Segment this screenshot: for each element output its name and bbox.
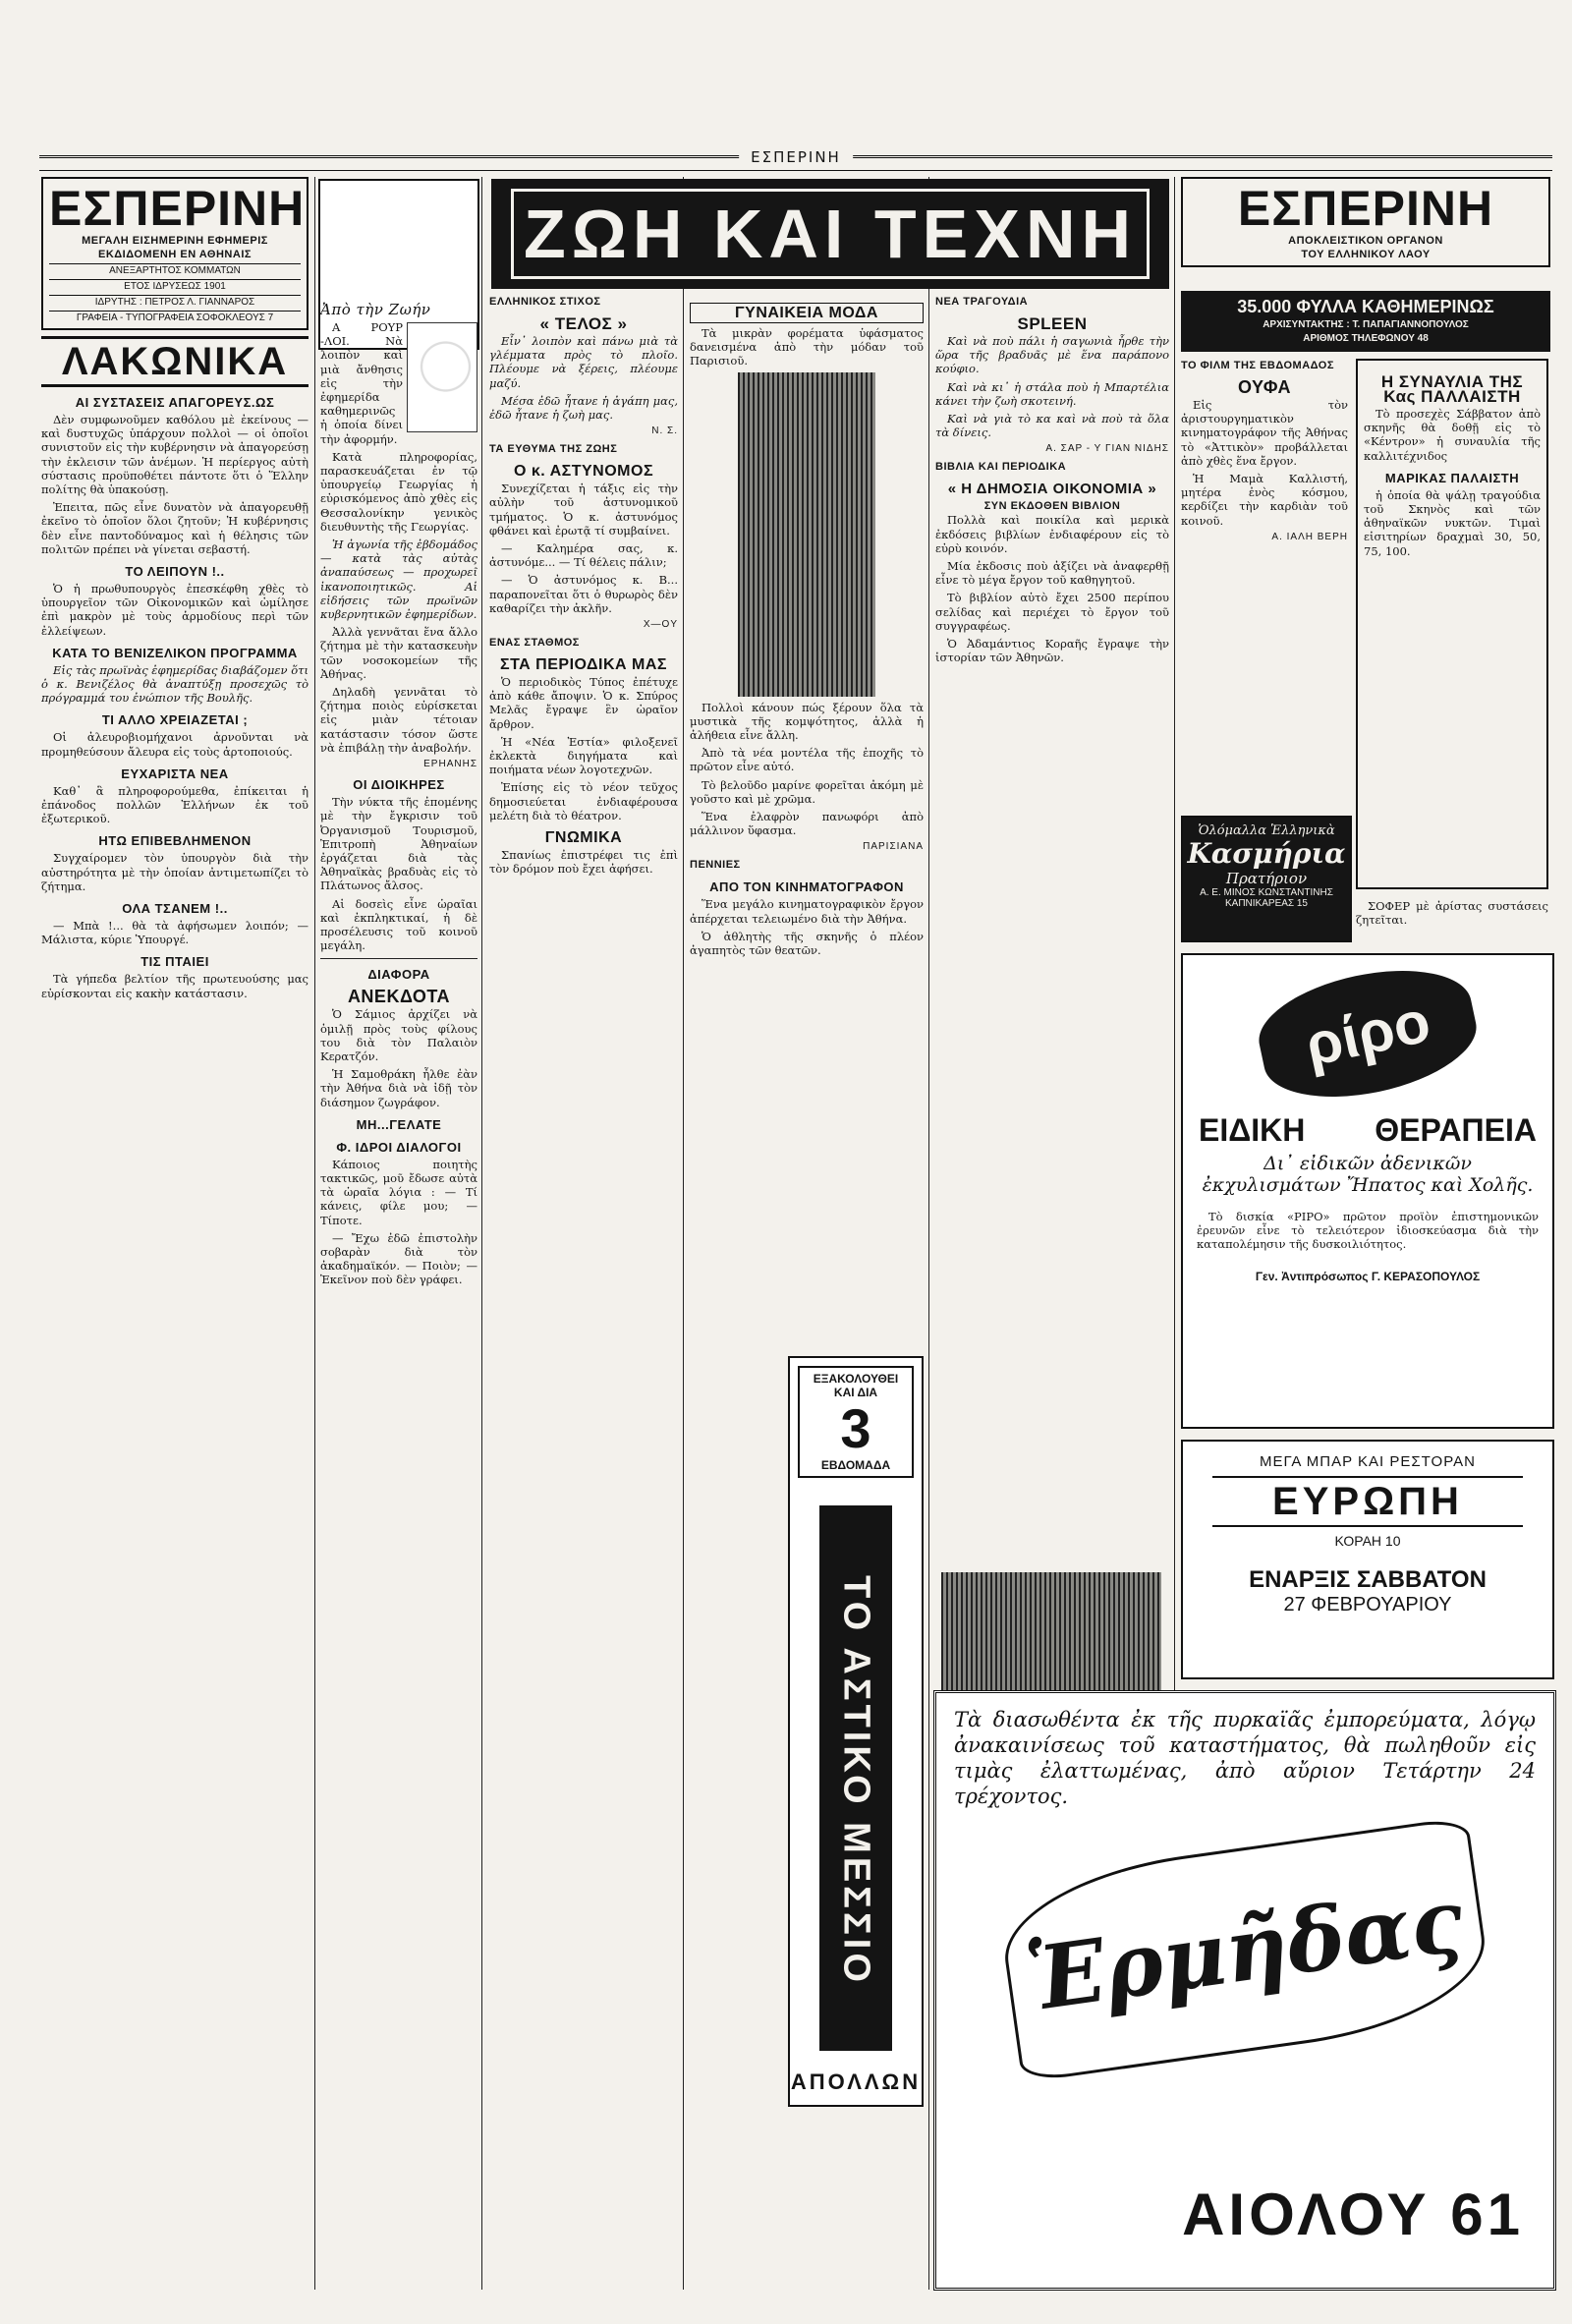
- article-kicker: ΠΕΝΝΙΕΣ: [690, 859, 741, 872]
- masthead-title: ΕΣΠΕΡΙΝΗ: [49, 181, 306, 236]
- poem-text: Εἶν᾽ λοιπὸν καὶ πάνω μιὰ τὰ γλέμματα πρὸς τὸ πλοῖο. Πλέουμε νὰ ξέρεις, πλέουμε μαζύ.: [489, 334, 678, 390]
- article-text: Αἱ δοσεὶς εἶνε ὡραῖαι καὶ ἐκπληκτικαί, ἡ δὲ προσέλευσις τοῦ κοινοῦ μεγάλη.: [320, 896, 477, 953]
- article-signature: Ν. Σ.: [651, 425, 678, 437]
- masthead-founded: ΕΤΟΣ ΙΔΡΥΣΕΩΣ 1901: [49, 279, 301, 293]
- ad-text: Πρατήριον: [1225, 870, 1308, 887]
- ermidas-logo: Ἑρμῆδας: [994, 1816, 1495, 2083]
- ad-text: Ὁλόμαλλα Ἑλληνικὰ: [1198, 823, 1335, 838]
- article-text: Σπανίως ἐπιστρέφει τις ἐπὶ τὸν δρόμον ποὺ ἔχει ἀφήσει.: [489, 848, 678, 877]
- article-kicker: ΝΕΑ ΤΡΑΓΟΥΔΙΑ: [935, 296, 1029, 308]
- article-text: Ὁ ἀθλητὴς τῆς σκηνῆς ὁ πλέον ἀγαπητὸς τῶν θεατῶν.: [690, 929, 924, 958]
- article-text: Ἕνα ἐλαφρὸν πανωφόρι ἀπὸ μάλλινον ὕφασμα.: [690, 810, 924, 838]
- article-text: Ἡ Μαμὰ Καλλιστή, μητέρα ἐνὸς κόσμου, κερδίζει τὴν καρδιὰν τοῦ κοινοῦ.: [1181, 472, 1348, 528]
- article-text: Δὲν συμφωνοῦμεν καθόλου μὲ ἐκείνους — καὶ δυστυχῶς ὑπάρχουν πολλοὶ — οἱ ὁποῖοι συνιστοῦν εἰς τὴν κυβέρνησιν νὰ ἀπαγορεύσῃ τὴν ἐκλεισιν τῶν ἀνέμων. Ἡ περίεργος αὐτὴ σύστασις προϋποθέτει πάντοτε ὅτι ὁ Ἕλλην πολίτης θὰ ὑπακούσῃ.: [41, 413, 309, 497]
- article-heading: ΕΥΧΑΡΙΣΤΑ ΝΕΑ: [121, 765, 229, 781]
- masthead-info: ΑΝΕΞΑΡΤΗΤΟΣ ΚΟΜΜΑΤΩΝ: [49, 263, 301, 277]
- poem-text: Καὶ νὰ ποὺ πάλι ἡ σαγωνιὰ ἦρθε τὴν ὥρα τῆς βραδυᾶς μὲ ἕνα παράπονο κούφιο.: [935, 334, 1169, 376]
- left-masthead: [41, 177, 309, 330]
- article-text: Τὸ βελοῦδο μαρίνε φορεῖται ἀκόμη μὲ γοῦστο καὶ μὲ χρῶμα.: [690, 777, 924, 806]
- piro-logo: ρίρο: [1250, 953, 1486, 1113]
- circulation-box: [1181, 291, 1550, 352]
- ad-address: ΚΑΠΝΙΚΑΡΕΑΣ 15: [1225, 898, 1308, 909]
- article-text: Α ΡΟΥΡ -ΛΟΙ. Νὰ λοιπὸν καὶ μιὰ ἄνθησις εἰς τὴν ἐφημερίδα καθημερινῶς ἡ ὁποία δίνει τὴν ἀφορμήν.: [320, 320, 403, 446]
- ad-agent: Γεν. Ἀντιπρόσωπος Γ. ΚΕΡΑΣΟΠΟΥΛΟΣ: [1255, 1269, 1481, 1283]
- ermidas-store-ad: [933, 1690, 1556, 2291]
- ad-owner: Α. Ε. ΜΙΝΟΣ ΚΩΝΣΤΑΝΤΙΝΗΣ: [1200, 887, 1333, 898]
- ad-brand: ΕΥΡΩΠΗ: [1212, 1476, 1523, 1527]
- column-lakonika: [41, 177, 309, 2290]
- ad-label: ΚΑΙ ΔΙΑ: [833, 1386, 878, 1399]
- article-text: Τὰ γήπεδα βελτίον τῆς πρωτευούσης μας εὑρίσκονται εἰς κακὴν κατάστασιν.: [41, 972, 309, 1000]
- masthead-title: ΕΣΠΕΡΙΝΗ: [1237, 181, 1494, 236]
- article-heading: ΟΛΑ ΤΣΑΝΕΜ !..: [122, 901, 228, 917]
- article-text: Τὸ προσεχὲς Σάββατον ἀπὸ σκηνῆς θὰ δοθῇ εἰς τὸ «Κέντρον» ἡ συναυλία τῆς καλλιτέχνιδος: [1364, 407, 1541, 463]
- column-rule: [683, 177, 684, 2290]
- article-text: Εἰς τὸν ἀριστουργηματικὸν κινηματογράφον τῆς Ἀθήνας τὸ «Ἀττικὸν» προβάλλεται ἀπὸ χθὲς ἕνα ἔργον.: [1181, 398, 1348, 468]
- ad-heading: ΘΕΡΑΠΕΙΑ: [1375, 1112, 1537, 1148]
- article-text: Οἱ ἀλευροβιομήχανοι ἀρνοῦνται νὰ προμηθεύσουν ἄλευρα εἰς τοὺς ἀρτοποιούς.: [41, 730, 309, 759]
- article-heading: ΗΤΩ ΕΠΙΒΕΒΛΗΜΕΝΟΝ: [98, 833, 252, 849]
- article-text: Μία ἐκδοσις ποὺ ἀξίζει νὰ ἀναφερθῇ εἶνε τὸ μέγα ἔργον τοῦ καθηγητοῦ.: [935, 559, 1169, 588]
- article-signature: X—OY: [643, 619, 678, 631]
- article-kicker: ΒΙΒΛΙΑ ΚΑΙ ΠΕΡΙΟΔΙΚΑ: [935, 461, 1067, 474]
- running-head: [39, 148, 1552, 171]
- article-text: Συγχαίρομεν τὸν ὑπουργὸν διὰ τὴν αὐστηρότητα μὲ τὴν ὁποίαν ἀντιμετωπίζει τὸ ζήτημα.: [41, 851, 309, 893]
- phone-text: ΑΡΙΘΜΟΣ ΤΗΛΕΦΩΝΟΥ 48: [1303, 333, 1429, 344]
- ad-opening: ΕΝΑΡΞΙΣ ΣΑΒΒΑΤΟΝ: [1249, 1566, 1487, 1593]
- poem-text: Καὶ νὰ κι᾽ ἡ στάλα ποὺ ἡ Μπαρτέλια κάνει τὴν ζωὴ σκοτεινή.: [935, 379, 1169, 408]
- column-rule: [314, 177, 315, 2290]
- masthead-offices: ΓΡΑΦΕΙΑ - ΤΥΠΟΓΡΑΦΕΙΑ ΣΟΦΟΚΛΕΟΥΣ 7: [49, 311, 301, 324]
- column-telos: [489, 295, 678, 2290]
- masthead-line: ΤΟΥ ΕΛΛΗΝΙΚΟΥ ΛΑΟΥ: [1301, 249, 1431, 260]
- europi-restaurant-ad: [1181, 1440, 1554, 1679]
- ad-text: ΜΕΓΑ ΜΠΑΡ ΚΑΙ ΡΕΣΤΟΡΑΝ: [1260, 1453, 1476, 1470]
- ad-description: Δι᾽ εἰδικῶν ἀδενικῶν ἐκχυλισμάτων Ἤπατος καὶ Χολῆς.: [1202, 1153, 1534, 1196]
- article-heading: Η ΣΥΝΑΥΛΙΑ ΤΗΣ Κας ΠΑΛΛΑΙΣΤΗ: [1380, 372, 1524, 406]
- column-apo-tin-zoin: [320, 295, 477, 2290]
- article-text: Ἐπειτα, πῶς εἶνε δυνατὸν νὰ ἀπαγορευθῇ ἐκεῖνο τὸ ὁποῖον ὅλοι ζητοῦν; Ἡ κυβέρνησις δὲν εἶνε παντοδύναμος καὶ ἡ θέλησις τῶν πολιτῶν πρέπει νὰ γίνεται σεβαστή.: [41, 500, 309, 556]
- masthead-subtitle: ΜΕΓΑΛΗ ΕΙΣΗΜΕΡΙΝΗ ΕΦΗΜΕΡΙΣ: [82, 235, 268, 247]
- article-text: Τὸ βιβλίον αὐτὸ ἔχει 2500 περίπου σελίδας καὶ περιέχει τὸ ἔργον τοῦ συγγραφέως.: [935, 591, 1169, 633]
- divider: [320, 958, 477, 959]
- ad-body: Τὸ δισκία «ΡΙΡΟ» πρῶτον προϊὸν ἐπιστημονικῶν ἐρευνῶν εἶνε τὸ τελειότερον ἰδιοσκεύασμα διὰ τὴν καταπολέμησιν τῆς δυσκοιλιότητος.: [1197, 1210, 1539, 1252]
- article-text: Ὁ περιοδικὸς Τύπος ἐπέτυχε ἀπὸ κάθε ἄποψιν. Ὁ κ. Σπύρος Μελᾶς ἔγραψε ἓν ὡραῖον ἄρθρον.: [489, 675, 678, 731]
- article-heading: ΤΙΣ ΠΤΑΙΕΙ: [140, 954, 209, 970]
- ad-label: ΕΞΑΚΟΛΟΥΘΕΙ: [813, 1372, 899, 1386]
- article-heading: ΟΙ ΔΙΟΙΚΗΡΕΣ: [353, 777, 445, 793]
- article-text: Ἡ Σαμοθράκη ἦλθε ἐὰν τὴν Ἀθήνα διὰ νὰ ἰδῇ τὸν διάσημον ζωγράφον.: [320, 1067, 477, 1109]
- column-rule: [481, 177, 482, 2290]
- article-heading: SPLEEN: [1017, 314, 1088, 333]
- cinema-apollon-ad: [788, 1356, 924, 2107]
- article-text: Ὁ Ἀδαμάντιος Κοραῆς ἔγραψε τὴν ἱστορίαν τῶν Ἀθηνῶν.: [935, 637, 1169, 665]
- article-text: Πολλοὶ κάνουν πώς ξέρουν ὅλα τὰ μυστικὰ τῆς κομψότητος, ἀλλὰ ἡ ἀλήθεια εἶνε ἄλλη.: [690, 700, 924, 743]
- article-heading: ΑΙ ΣΥΣΤΑΣΕΙΣ ΑΠΑΓΟΡΕΥΣ.ΩΣ: [75, 395, 275, 410]
- article-text: Τὴν νύκτα τῆς ἐπομένης μὲ τὴν ἔγκρισιν τοῦ Ὀργανισμοῦ Τουρισμοῦ, Ἐπιτροπὴ Ἀθηναίων ἐργάζεται διὰ τὰς Ἀθηναϊκὰς βραδυὰς εἰς τὸ Πλάτωνος ἄλσος.: [320, 795, 477, 893]
- kasmiria-ad: [1181, 816, 1352, 942]
- article-kicker: ΔΙΑΦΟΡΑ: [367, 967, 430, 983]
- poem-text: Μέσα ἐδῶ ἦτανε ἡ ἀγάπη μας, ἐδῶ ἦτανε ἡ ζωὴ μας.: [489, 393, 678, 423]
- ad-black-panel: [819, 1505, 892, 2051]
- editor-text: ΑΡΧΙΣΥΝΤΑΚΤΗΣ : Τ. ΠΑΠΑΓΙΑΝΝΟΠΟΥΛΟΣ: [1263, 319, 1469, 330]
- article-text: Ἕνα μεγάλο κινηματογραφικὸν ἔργον ἀπέρχεται τελειωμένο διὰ τὴν Ἀθήνα.: [690, 897, 924, 926]
- article-text: — Ὁ ἀστυνόμος κ. Β... παραπονεῖται ὅτι ὁ θυρωρὸς δὲν καθαρίζει τὴν ἀκλῆν.: [489, 573, 678, 615]
- banner-title: ΖΩΗ ΚΑΙ ΤΕΧΝΗ: [511, 189, 1150, 279]
- column-spleen: [935, 295, 1169, 1720]
- article-text: Ἡ ἀγωνία τῆς ἐβδομάδος — κατὰ τὰς αὐτὰς ἀναπαύσεως — προχωρεῖ ἱκανοποιητικῶς. Αἱ εἰδήσεις τῶν πρωϊνῶν κυβερνητικῶν ἐφημερίδων.: [320, 538, 477, 622]
- right-masthead: [1181, 177, 1550, 285]
- article-heading: Φ. ΙΔΡΟΙ ΔΙΑΛΟΓΟΙ: [336, 1139, 462, 1155]
- article-heading: ΓΥΝΑΙΚΕΙΑ ΜΟΔΑ: [690, 303, 924, 323]
- column-moda: [690, 295, 924, 1346]
- masthead-box: [1181, 177, 1550, 267]
- article-signature: ΠΑΡΙΣΙΑΝΑ: [863, 841, 924, 853]
- ad-announcement: Τὰ διασωθέντα ἐκ τῆς πυρκαϊᾶς ἐμπορεύματα, λόγῳ ἀνακαινίσεως τοῦ καταστήματος, θὰ πωληθοῦν εἰς τιμὰς ἐλαττωμένας, ἀπὸ αὔριον Τετάρτην 24 τρέχοντος.: [954, 1708, 1536, 1808]
- article-signature: ΕΡΗΑΝΗΣ: [423, 759, 477, 770]
- ad-label: ΕΒΔΟΜΑΔΑ: [820, 1458, 891, 1472]
- ad-cinema-name: ΑΠΟΛΛΩΝ: [790, 2069, 922, 2094]
- classified-text: ΣΟΦΕΡ μὲ ἀρίστας συστάσεις ζητεῖται.: [1356, 899, 1548, 928]
- article-text: ἡ ὁποία θὰ ψάλῃ τραγούδια τοῦ Σκηνὸς καὶ τῶν ἀθηναϊκῶν νυκτῶν. Τιμαὶ εἰσιτηρίων δραχμαὶ 30, 50, 75, 100.: [1364, 487, 1541, 558]
- poem-text: Καὶ νὰ γιὰ τὸ κα καὶ νὰ ποὺ τὰ ὅλα τὰ δίνεις.: [935, 412, 1169, 440]
- article-text: Ἡ «Νέα Ἑστία» φιλοξενεῖ ἐκλεκτὰ διηγήματα καὶ ποιήματα νέων λογοτεχνῶν.: [489, 734, 678, 777]
- article-signature: Α. ΙΑΛΗ ΒΕΡΗ: [1271, 531, 1348, 542]
- ad-brand: Κασμήρια: [1187, 837, 1346, 870]
- article-text: Τὰ μικρὰν φορέματα ὑφάσματος δανεισμένα ἀπὸ τὴν μόδαν τοῦ Παρισιοῦ.: [690, 326, 924, 368]
- article-text: Κατὰ πληροφορίας, παρασκευάζεται ἐν τῷ ὑπουργείῳ Γεωργίας ἡ εὐρισκόμενος ἀπὸ χθὲς εἰς Θεσσαλονίκην γενικὸς διευθυντὴς τῆς Γεωργίας.: [320, 449, 477, 534]
- ad-film-title: ΤΟ ΑΣΤΙΚΟ ΜΕΣΣΙΟ: [835, 1575, 877, 1986]
- article-text: Καθ᾽ ἃ πληροφορούμεθα, ἐπίκειται ἡ ἐπάνοδος πολλῶν Ἑλλήνων ἐκ τοῦ ἐξωτερικοῦ.: [41, 783, 309, 826]
- article-text: Εἰς τὰς πρωϊνὰς ἐφημερίδας διαβάζομεν ὅτι ὁ κ. Βενιζέλος θὰ ἀναπτύξῃ προσεχῶς τὸ πρόγραμμά του ἐνώπιον τῆς Βουλῆς.: [41, 662, 309, 706]
- running-head-title: ΕΣΠΕΡΙΝΗ: [739, 148, 853, 166]
- section-heading: ΛΑΚΩΝΙΚΑ: [41, 336, 309, 387]
- article-text: Ἀλλὰ γεννᾶται ἕνα ἄλλο ζήτημα μὲ τὴν κατασκευὴν τῶν νοσοκομείων τῆς Ἀθήνας.: [320, 625, 477, 681]
- masthead-line: ΕΚΔΙΔΟΜΕΝΗ ΕΝ ΑΘΗΝΑΙΣ: [98, 249, 252, 260]
- article-subheading: ΣΥΝ ΕΚΔΟΘΕΝ ΒΙΒΛΙΟΝ: [983, 500, 1121, 513]
- ad-week-number: 3: [840, 1397, 871, 1459]
- article-kicker: ΤΑ ΕΥΘΥΜΑ ΤΗΣ ΖΩΗΣ: [489, 443, 618, 456]
- article-heading: ΟΥΦΑ: [1237, 377, 1292, 397]
- article-heading: Ἀπὸ τὴν Ζωήν: [320, 301, 431, 318]
- article-text: Συνεχίζεται ἡ τάξις εἰς τὴν αὐλὴν τοῦ ἀστυνομικοῦ τμήματος. Ὁ κ. ἀστυνόμος φθάνει καὶ ἐρωτᾷ τί συμβαίνει.: [489, 482, 678, 538]
- piro-ad: [1181, 953, 1554, 1429]
- article-heading: ΤΟ ΛΕΙΠΟΥΝ !..: [125, 564, 225, 580]
- circulation-text: 35.000 ΦΥΛΛΑ ΚΑΘΗΜΕΡΙΝΩΣ: [1237, 297, 1494, 316]
- article-heading: ΑΝΕΚΔΟΤΑ: [347, 987, 451, 1007]
- article-heading: ΣΤΑ ΠΕΡΙΟΔΙΚΑ ΜΑΣ: [499, 656, 668, 674]
- article-heading: « ΤΕΛΟΣ »: [539, 314, 628, 333]
- article-text: Ἀπὸ τὰ νέα μοντέλα τῆς ἐποχῆς τὸ πρῶτον εἶνε αὐτό.: [690, 746, 924, 774]
- ad-week-box: [798, 1366, 914, 1478]
- article-kicker: ΕΝΑΣ ΣΤΑΘΜΟΣ: [489, 637, 580, 650]
- article-heading: ΤΙ ΑΛΛΟ ΧΡΕΙΑΖΕΤΑΙ ;: [101, 712, 249, 728]
- masthead-subtitle: ΑΠΟΚΛΕΙΣΤΙΚΟΝ ΟΡΓΑΝΟΝ: [1288, 235, 1443, 247]
- ad-date: 27 ΦΕΒΡΟΥΑΡΙΟΥ: [1283, 1594, 1452, 1615]
- zoi-kai-texni-banner: [491, 179, 1169, 289]
- article-text: Ἐπίσης εἰς τὸ νέον τεῦχος δημοσιεύεται ἐνδιαφέρουσα μελέτη διὰ τὸ θέατρον.: [489, 780, 678, 822]
- article-text: Πολλὰ καὶ ποικίλα καὶ μερικὰ ἐκδόσεις βιβλίων ἐνδιαφέρουν εἰς τὸ εὐρὺ κοινόν.: [935, 513, 1169, 555]
- artist-name: ΜΑΡΙΚΑΣ ΠΑΛΑΙΣΤΗ: [1384, 470, 1520, 485]
- masthead-director: ΙΔΡΥΤΗΣ : ΠΕΤΡΟΣ Λ. ΓΙΑΝΝΑΡΟΣ: [49, 295, 301, 309]
- ad-address: ΚΟΡΑΗ 10: [1334, 1533, 1401, 1549]
- article-kicker: ΜΗ...ΓΕΛΑΤΕ: [356, 1116, 442, 1132]
- ad-heading: ΕΙΔΙΚΗ: [1199, 1112, 1306, 1148]
- concert-notice: [1356, 359, 1548, 889]
- column-rule: [928, 177, 929, 2290]
- article-heading: « Η ΔΗΜΟΣΙΑ ΟΙΚΟΝΟΜΙΑ »: [947, 481, 1157, 498]
- fashion-illustration: [738, 372, 875, 697]
- article-text: Κάποιος ποιητὴς τακτικῶς, μοῦ ἔδωσε αὐτὰ τὰ ὡραῖα λόγια : — Τί κάνεις, φίλε μου; — Τίποτε.: [320, 1157, 477, 1227]
- ad-address: ΑΙΟΛΟΥ 61: [1182, 2182, 1524, 2247]
- article-heading: ΚΑΤΑ ΤΟ ΒΕΝΙΖΕΛΙΚΟΝ ΠΡΟΓΡΑΜΜΑ: [52, 645, 298, 660]
- article-heading: ΓΝΩΜΙΚΑ: [544, 829, 623, 847]
- article-text: — Ἔχω ἐδῶ ἐπιστολὴν σοβαρὰν διὰ τὸν ἀκαδημαϊκόν. — Ποιὸν; — Ἐκεῖνον ποὺ δὲν γράφει.: [320, 1230, 477, 1287]
- chauffeur-notice: [1356, 899, 1548, 938]
- article-text: Ὁ Σάμιος ἀρχίζει νὰ ὁμιλῇ πρὸς τοὺς φίλους του διὰ τὸν Παλαιὸν Κερατζόν.: [320, 1007, 477, 1063]
- article-text: — Καλημέρα σας, κ. ἀστυνόμε... — Τί θέλεις πάλιν;: [489, 541, 678, 570]
- caricature-image: [407, 322, 477, 432]
- article-heading: ΑΠΟ ΤΟΝ ΚΙΝΗΜΑΤΟΓΡΑΦΟΝ: [709, 879, 904, 895]
- article-text: Δηλαδὴ γεννᾶται τὸ ζήτημα ποιὸς εὐρίσκεται εἰς μιὰν τέτοιαν κατάστασιν τόσον ὥστε νὰ ἐπιβάλῃ τὴν ἀναβολήν.: [320, 685, 477, 755]
- article-kicker: ΤΟ ΦΙΛΜ ΤΗΣ ΕΒΔΟΜΑΔΟΣ: [1181, 360, 1334, 371]
- article-signature: Α. ΣΑΡ - Υ ΓΙΑΝ ΝΙΔΗΣ: [1045, 443, 1169, 455]
- article-text: — Μπὰ !... θὰ τὰ ἀφήσωμεν λοιπόν; — Μάλιστα, κύριε Ὑπουργέ.: [41, 919, 309, 947]
- article-kicker: ΕΛΛΗΝΙΚΟΣ ΣΤΙΧΟΣ: [489, 296, 601, 308]
- article-heading: Ο κ. ΑΣΤΥΝΟΜΟΣ: [513, 463, 654, 481]
- article-text: Ὁ ἡ πρωθυπουργὸς ἐπεσκέφθη χθὲς τὸ ὑπουργεῖον τῶν Οἰκονομικῶν καὶ ὡμίλησε ἐπὶ μακρὸν μὲ τοὺς ἁρμοδίους περὶ τῶν ἐλλείψεων.: [41, 582, 309, 638]
